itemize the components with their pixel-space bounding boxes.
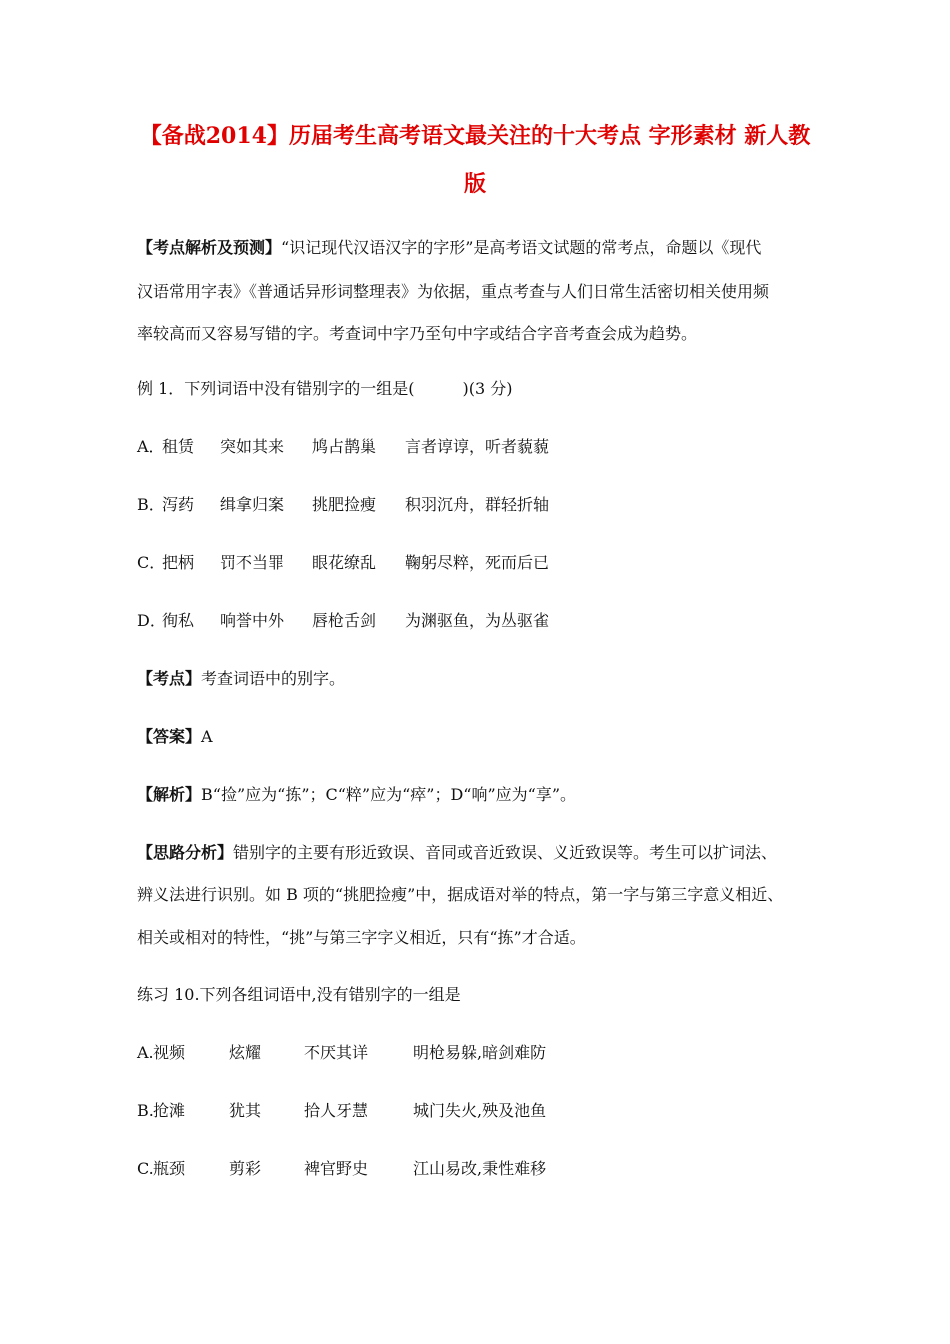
option-word: 明枪易躲,暗剑难防 [413,1043,547,1062]
option-letter: B. [137,1101,154,1120]
option-letter: A. [137,1043,154,1062]
option-word: 徇私 [162,611,195,630]
kaodian-line [137,669,345,689]
option-word: 瓶颈 [153,1159,186,1178]
answer-text: A [201,727,213,746]
option-letter: C． [137,553,166,572]
answer-label: 【答案】 [137,727,202,746]
option-word: 眼花缭乱 [312,553,377,572]
silu-paragraph-line-2: 辨义法进行识别。如 B 项的“挑肥捡瘦”中，据成语对举的特点，第一字与第三字意义相近、 [137,885,784,904]
option-word: 泻药 [162,495,195,514]
option-word: 裨官野史 [304,1159,369,1178]
jiexi-line [137,785,576,805]
option-word: 唇枪舌剑 [312,611,377,630]
option-word: 不厌其详 [304,1043,369,1062]
option-word: 租赁 [162,437,195,456]
option-word: 言者谆谆，听者藐藐 [405,437,550,456]
example-question: 例 1．下列词语中没有错别字的一组是( )(3 分) [137,379,513,398]
intro-text-1: “识记现代汉语汉字的字形”是高考语文试题的常考点，命题以《现代 [281,238,762,257]
kaodian-text: 考查词语中的别字。 [201,669,346,688]
silu-text-1: 错别字的主要有形近致误、音同或音近致误、义近致误等。考生可以扩词法、 [233,843,778,862]
option-word: 把柄 [162,553,195,572]
option-word: 鸠占鹊巢 [312,437,377,456]
option-word: 炫耀 [229,1043,262,1062]
silu-paragraph-line-1 [137,843,777,863]
answer-line [137,727,213,747]
option-letter: A． [137,437,165,456]
option-word: 突如其来 [220,437,285,456]
option-letter: D． [137,611,166,630]
option-word: 犹其 [229,1101,262,1120]
practice-question: 练习 10.下列各组词语中,没有错别字的一组是 [137,985,461,1004]
jiexi-text: B“捡”应为“拣”；C“粹”应为“瘁”；D“响”应为“享”。 [201,785,577,804]
intro-paragraph-line-1 [137,238,761,258]
jiexi-label: 【解析】 [137,785,202,804]
option-word: 缉拿归案 [220,495,285,514]
silu-label: 【思路分析】 [137,843,234,862]
intro-paragraph-line-2: 汉语常用字表》《普通话异形词整理表》为依据，重点考查与人们日常生活密切相关使用频 [137,282,770,301]
silu-paragraph-line-3: 相关或相对的特性，“挑”与第三字字义相近，只有“拣”才合适。 [137,928,586,947]
intro-paragraph-line-3: 率较高而又容易写错的字。考查词中字乃至句中字或结合字音考查会成为趋势。 [137,324,698,343]
option-letter: C. [137,1159,154,1178]
option-word: 积羽沉舟，群轻折轴 [405,495,550,514]
kaodian-label: 【考点】 [137,669,202,688]
intro-label: 【考点解析及预测】 [137,238,282,257]
option-word: 罚不当罪 [220,553,285,572]
option-word: 为渊驱鱼，为丛驱雀 [405,611,550,630]
option-word: 抢滩 [153,1101,186,1120]
option-word: 挑肥捡瘦 [312,495,377,514]
option-word: 视频 [153,1043,186,1062]
document-title-line-2: 版 [463,171,486,197]
option-word: 响誉中外 [220,611,285,630]
option-letter: B． [137,495,165,514]
option-word: 城门失火,殃及池鱼 [413,1101,547,1120]
option-word: 拾人牙慧 [304,1101,369,1120]
option-word: 鞠躬尽粹，死而后已 [405,553,550,572]
option-word: 江山易改,秉性难移 [413,1159,547,1178]
document-title-line-1: 【备战2014】历届考生高考语文最关注的十大考点 字形素材 新人教 [139,123,811,149]
option-word: 剪彩 [229,1159,262,1178]
